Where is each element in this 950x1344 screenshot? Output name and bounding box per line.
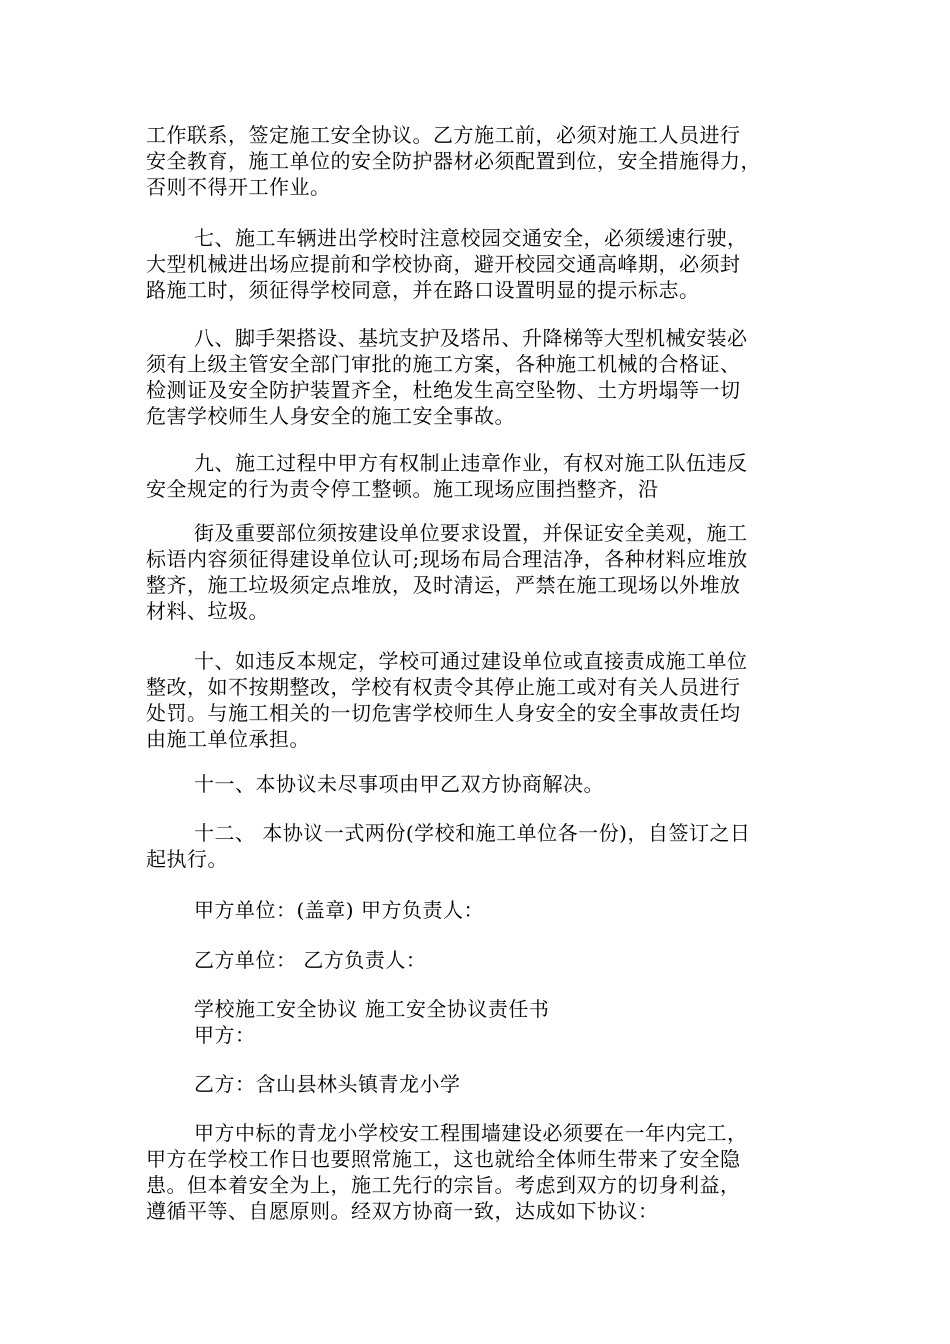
text-line: 安全规定的行为责令停工整顿。施工现场应围挡整齐，沿 [146,477,659,501]
party-a-label: 甲方： [194,1023,256,1047]
text-line: 九、施工过程中甲方有权制止违章作业，有权对施工队伍违反 [194,451,748,475]
paragraph-continuation [146,122,816,200]
text-line: 十二、 本协议一式两份(学校和施工单位各一份)，自签订之日 [194,821,751,845]
text-line: 七、施工车辆进出学校时注意校园交通安全，必须缓速行驶， [194,226,748,250]
text-line: 乙方单位： 乙方负责人： [194,948,427,972]
text-line: 十一、本协议未尽事项由甲乙双方协商解决。 [194,772,604,796]
text-line: 整齐，施工垃圾须定点堆放，及时清运，严禁在施工现场以外堆放 [146,573,741,597]
text-line: 检测证及安全防护装置齐全，杜绝发生高空坠物、土方坍塌等一切 [146,378,741,402]
paragraph-item-10 [146,648,816,752]
party-b-line [146,1071,816,1097]
document-title: 学校施工安全协议 施工安全协议责任书 [194,997,550,1021]
text-line: 甲方中标的青龙小学校安工程围墙建设必须要在一年内完工， [194,1121,748,1145]
text-line: 整改，如不按期整改，学校有权责令其停止施工或对有关人员进行 [146,675,741,699]
text-line: 安全教育，施工单位的安全防护器材必须配置到位，安全措施得力， [146,149,761,173]
text-line: 十、如违反本规定，学校可通过建设单位或直接责成施工单位 [194,649,748,673]
paragraph-item-12 [146,820,816,872]
text-line: 起执行。 [146,847,228,871]
paragraph-item-7 [146,225,816,303]
text-line: 路施工时，须征得学校同意，并在路口设置明显的提示标志。 [146,278,700,302]
text-line: 八、脚手架搭设、基坑支护及塔吊、升降梯等大型机械安装必 [194,326,748,350]
paragraph-item-9-continued [146,520,816,624]
text-line: 遵循平等、自愿原则。经双方协商一致，达成如下协议： [146,1199,659,1223]
text-line: 危害学校师生人身安全的施工安全事故。 [146,404,515,428]
party-b-label: 乙方：含山县林头镇青龙小学 [194,1072,461,1096]
text-line: 大型机械进出场应提前和学校协商，避开校园交通高峰期，必须封 [146,252,741,276]
text-line: 须有上级主管安全部门审批的施工方案，各种施工机械的合格证、 [146,352,741,376]
text-line: 甲方在学校工作日也要照常施工，这也就给全体师生带来了安全隐 [146,1147,741,1171]
text-line: 甲方单位：(盖章) 甲方负责人： [194,898,484,922]
text-line: 材料、垃圾。 [146,599,269,623]
paragraph-item-9 [146,450,816,502]
party-a-signature-line [146,897,816,923]
text-line: 患。但本着安全为上，施工先行的宗旨。考虑到双方的切身利益， [146,1173,741,1197]
text-line: 否则不得开工作业。 [146,175,331,199]
text-line: 处罚。与施工相关的一切危害学校师生人身安全的安全事故责任均 [146,701,741,725]
text-line: 街及重要部位须按建设单位要求设置，并保证安全美观，施工 [194,521,748,545]
text-line: 标语内容须征得建设单位认可;现场布局合理洁净，各种材料应堆放 [146,547,748,571]
document-title-block [146,996,816,1048]
text-line: 工作联系，签定施工安全协议。乙方施工前，必须对施工人员进行 [146,123,741,147]
paragraph-item-8 [146,325,816,429]
paragraph-intro [146,1120,816,1224]
party-b-signature-line [146,947,816,973]
paragraph-item-11 [146,771,816,797]
text-line: 由施工单位承担。 [146,727,310,751]
